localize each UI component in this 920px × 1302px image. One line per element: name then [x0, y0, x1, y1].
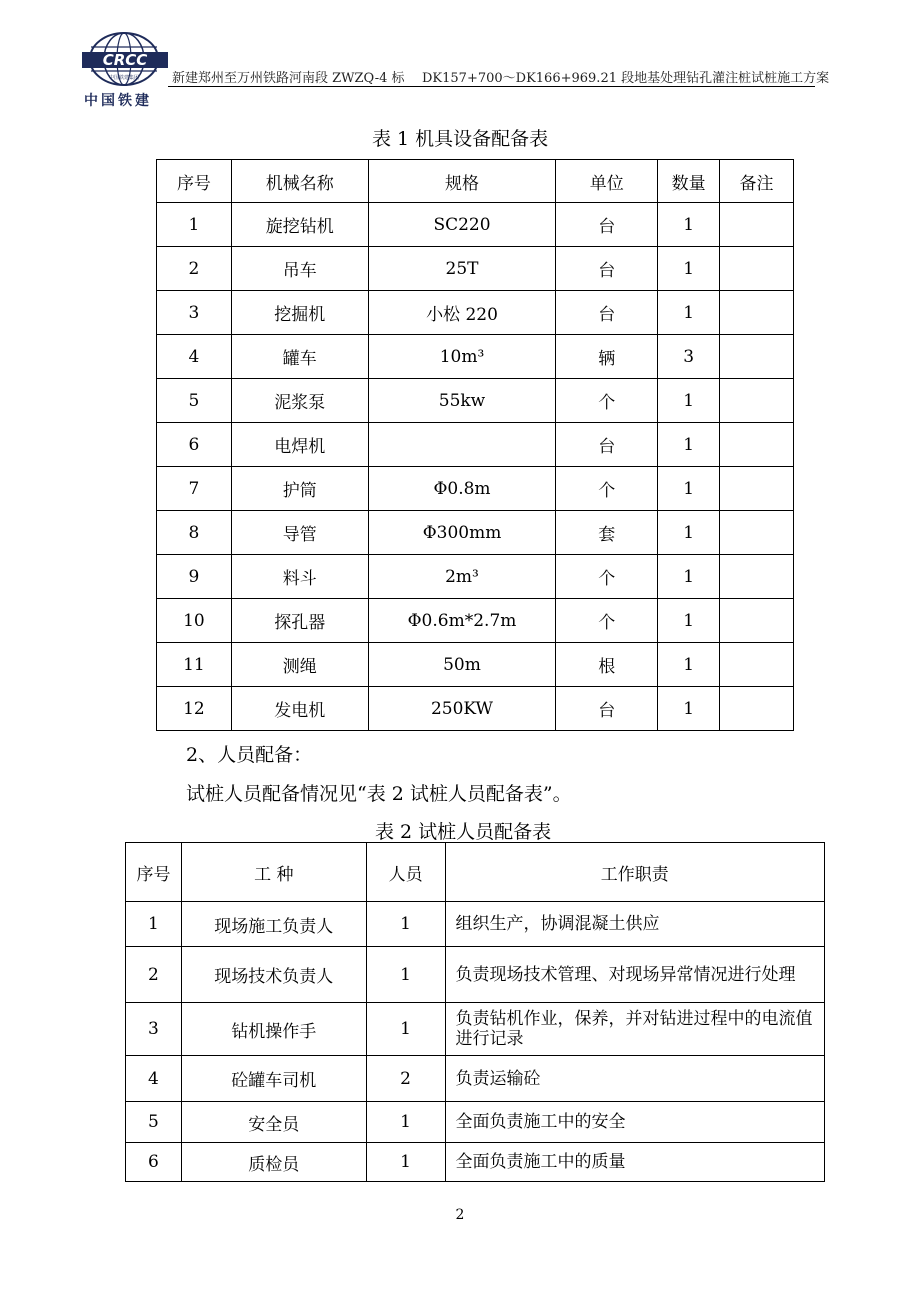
table-row-cell: 现场施工负责人	[181, 902, 366, 947]
table-row-cell: 电焊机	[231, 423, 368, 467]
table-row-cell: 泥浆泵	[231, 379, 368, 423]
table-row-cell: Φ0.6m*2.7m	[368, 599, 556, 643]
section-paragraph: 试桩人员配备情况见“表 2 试桩人员配备表”。	[186, 783, 572, 805]
table-row-cell: 个	[556, 555, 658, 599]
table-row-cell: 9	[157, 555, 232, 599]
table-row-cell: 1	[658, 599, 720, 643]
table-row	[126, 1003, 825, 1056]
crcc-logo	[80, 30, 172, 112]
header-document-title: DK157+700～DK166+969.21 段地基处理钻孔灌注桩试桩施工方案	[422, 71, 830, 86]
table-row-cell: 1	[658, 555, 720, 599]
table-row-cell: 台	[556, 423, 658, 467]
table-row-cell: 个	[556, 467, 658, 511]
section-heading: 2、人员配备：	[186, 744, 313, 766]
table-row-cell	[720, 291, 794, 335]
table-row-cell: 1	[658, 643, 720, 687]
table-row-cell: 钻机操作手	[181, 1003, 366, 1056]
globe-logo-icon	[80, 30, 172, 88]
table-row	[157, 247, 794, 291]
table-row-cell: 4	[157, 335, 232, 379]
page-number: 2	[455, 1207, 465, 1223]
table-row	[157, 335, 794, 379]
table-row-cell: 负责钻机作业，保养，并对钻进过程中的电流值进行记录	[445, 1003, 824, 1056]
table-row-cell: 2	[126, 947, 182, 1003]
table-row-cell: 发电机	[231, 687, 368, 731]
table-row-cell: 探孔器	[231, 599, 368, 643]
table-row	[157, 291, 794, 335]
table-header-cell: 人员	[366, 843, 445, 902]
table-row-cell	[720, 599, 794, 643]
equipment-table	[156, 159, 794, 731]
table-row-cell: 1	[658, 203, 720, 247]
table-row-cell: 25T	[368, 247, 556, 291]
table-row-cell: 现场技术负责人	[181, 947, 366, 1003]
logo-subtext: 中国铁建集团	[108, 75, 140, 81]
table-row-cell: 负责现场技术管理、对现场异常情况进行处理	[445, 947, 824, 1003]
table-row-cell: 6	[126, 1143, 182, 1182]
table-row-cell: 50m	[368, 643, 556, 687]
table-row-cell: Φ300mm	[368, 511, 556, 555]
table-row-cell: 55kw	[368, 379, 556, 423]
table-header-cell: 数量	[658, 160, 720, 203]
table-row-cell: 7	[157, 467, 232, 511]
table-header-cell: 规格	[368, 160, 556, 203]
table-row-cell: 罐车	[231, 335, 368, 379]
table-row-cell: 质检员	[181, 1143, 366, 1182]
table-row-cell: 1	[126, 902, 182, 947]
table-row-cell: 3	[126, 1003, 182, 1056]
table-row-cell: 10	[157, 599, 232, 643]
table-row-cell	[720, 643, 794, 687]
table-row-cell: 负责运输砼	[445, 1056, 824, 1102]
table-row-cell: 2	[366, 1056, 445, 1102]
table-row-cell	[720, 379, 794, 423]
table-row-cell	[720, 203, 794, 247]
table-row-cell	[720, 555, 794, 599]
table-row-cell: 3	[157, 291, 232, 335]
table-row-cell: Φ0.8m	[368, 467, 556, 511]
table-row-cell: 套	[556, 511, 658, 555]
table-row-cell	[720, 687, 794, 731]
table-row-cell: 1	[658, 291, 720, 335]
table-row-cell: 小松 220	[368, 291, 556, 335]
table-row-cell: 吊车	[231, 247, 368, 291]
table-row-cell: 安全员	[181, 1102, 366, 1143]
table-row	[157, 423, 794, 467]
table-row-cell: 4	[126, 1056, 182, 1102]
table-row-cell: 5	[157, 379, 232, 423]
table-row-cell: 3	[658, 335, 720, 379]
table-row-cell	[720, 335, 794, 379]
header-project-name: 新建郑州至万州铁路河南段 ZWZQ-4 标	[172, 71, 405, 86]
table-row	[126, 902, 825, 947]
table-row-cell: 测绳	[231, 643, 368, 687]
table-row	[157, 555, 794, 599]
table-row-cell: 旋挖钻机	[231, 203, 368, 247]
table-header-cell: 备注	[720, 160, 794, 203]
table-row	[157, 203, 794, 247]
table-header-cell: 机械名称	[231, 160, 368, 203]
table-row-cell: 1	[658, 511, 720, 555]
table-row-cell: 5	[126, 1102, 182, 1143]
table-row	[157, 687, 794, 731]
table-header-cell: 工作职责	[445, 843, 824, 902]
table-row	[126, 1143, 825, 1182]
table-row-cell: 1	[366, 1003, 445, 1056]
table-row-cell: 个	[556, 599, 658, 643]
table-row-cell: 1	[366, 1143, 445, 1182]
logo-text: CRCC	[102, 51, 148, 69]
table-row	[126, 1056, 825, 1102]
table-header-cell: 单位	[556, 160, 658, 203]
table-row-cell: 台	[556, 687, 658, 731]
table-row	[157, 599, 794, 643]
table-row-cell: 1	[658, 467, 720, 511]
table-row-cell	[720, 467, 794, 511]
table-row-cell: 10m³	[368, 335, 556, 379]
table-header-cell: 工 种	[181, 843, 366, 902]
table-row-cell: 护筒	[231, 467, 368, 511]
table-row-cell: 料斗	[231, 555, 368, 599]
table-header-row	[157, 160, 794, 203]
table-row-cell: 1	[366, 1102, 445, 1143]
table-row	[126, 1102, 825, 1143]
table-row-cell: 台	[556, 203, 658, 247]
personnel-table	[125, 842, 825, 1182]
table-row-cell: 台	[556, 247, 658, 291]
table-row-cell: 1	[658, 247, 720, 291]
table-row-cell: 1	[658, 687, 720, 731]
table-row	[157, 643, 794, 687]
table-header-row	[126, 843, 825, 902]
table-row-cell: 组织生产，协调混凝土供应	[445, 902, 824, 947]
table-row-cell: 1	[658, 423, 720, 467]
table-header-cell: 序号	[157, 160, 232, 203]
table-row-cell: 辆	[556, 335, 658, 379]
table-row-cell: SC220	[368, 203, 556, 247]
table1-caption: 表 1 机具设备配备表	[372, 128, 549, 150]
table-row-cell	[720, 423, 794, 467]
table-row-cell: 台	[556, 291, 658, 335]
table-header-cell: 序号	[126, 843, 182, 902]
table2-caption: 表 2 试桩人员配备表	[375, 821, 552, 843]
table-row-cell: 1	[366, 902, 445, 947]
table-row-cell	[720, 247, 794, 291]
table-row	[157, 511, 794, 555]
table-row-cell: 2	[157, 247, 232, 291]
table-row-cell: 挖掘机	[231, 291, 368, 335]
table-row	[157, 467, 794, 511]
page-header	[80, 30, 830, 118]
table-row-cell: 1	[157, 203, 232, 247]
table-row	[126, 947, 825, 1003]
table-row-cell: 导管	[231, 511, 368, 555]
table-row-cell	[368, 423, 556, 467]
table-row-cell: 12	[157, 687, 232, 731]
table-row-cell: 11	[157, 643, 232, 687]
table-row-cell: 全面负责施工中的安全	[445, 1102, 824, 1143]
table-row-cell: 6	[157, 423, 232, 467]
table-row-cell: 个	[556, 379, 658, 423]
table-row-cell: 8	[157, 511, 232, 555]
table-row-cell: 根	[556, 643, 658, 687]
table-row-cell: 1	[658, 379, 720, 423]
table-row-cell: 2m³	[368, 555, 556, 599]
header-divider	[168, 86, 815, 87]
logo-chinese-name: 中国铁建	[84, 93, 152, 109]
table-row-cell	[720, 511, 794, 555]
table-row	[157, 379, 794, 423]
table-row-cell: 砼罐车司机	[181, 1056, 366, 1102]
table-row-cell: 250KW	[368, 687, 556, 731]
table-row-cell: 1	[366, 947, 445, 1003]
table-row-cell: 全面负责施工中的质量	[445, 1143, 824, 1182]
